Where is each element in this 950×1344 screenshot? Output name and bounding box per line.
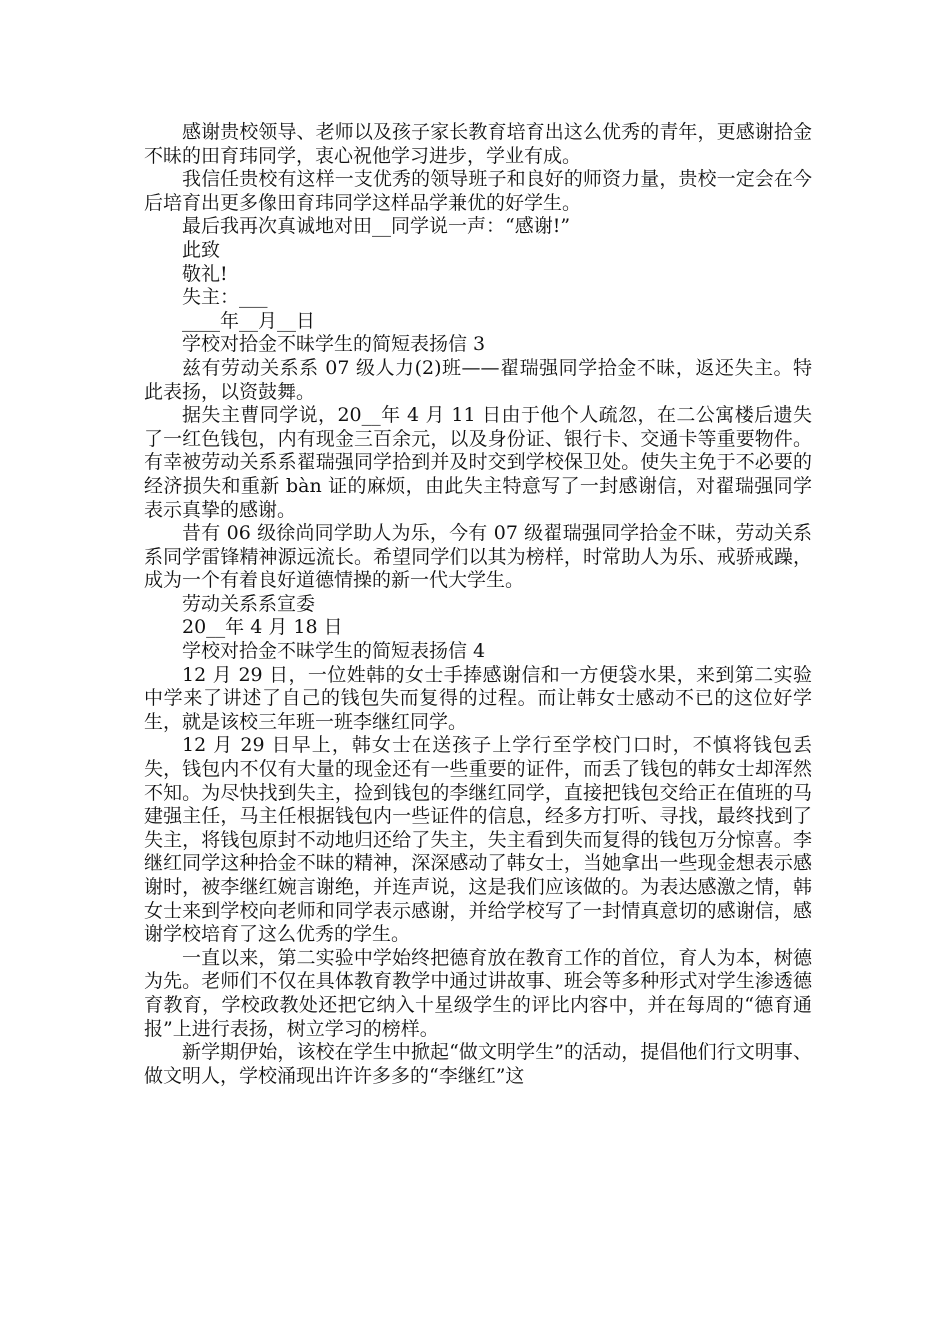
paragraph-trust-school: 我信任贵校有这样一支优秀的领导班子和良好的师资力量，贵校一定会在今后培育出更多像田育玮同学这样品学兼优的好学生。 bbox=[144, 168, 812, 214]
paragraph-final-thanks: 最后我再次真诚地对田__同学说一声：“感谢!” bbox=[182, 215, 571, 238]
signature-date-2: 20__年 4 月 18 日 bbox=[182, 616, 343, 639]
paragraph-moral-education: 一直以来，第二实验中学始终把德育放在教育工作的首位，育人为本，树德为先。老师们不仅在具体教育教学中通过讲故事、班会等多种形式对学生渗透德育教育，学校政教处还把它纳入十星级学生的评比内容中，并在每周的“德育通报”上进行表扬，树立学习的榜样。 bbox=[144, 946, 812, 1040]
paragraph-thanks-leaders: 感谢贵校领导、老师以及孩子家长教育培育出这么优秀的青年，更感谢拾金不昧的田育玮同学，衷心祝他学习进步，学业有成。 bbox=[144, 121, 812, 167]
paragraph-civilized-students: 新学期伊始，该校在学生中掀起“做文明学生”的活动，提倡他们行文明事、做文明人，学校涌现出许许多多的“李继红”这 bbox=[144, 1041, 812, 1087]
paragraph-wallet-story: 据失主曹同学说，20__年 4 月 11 日由于他个人疏忽，在二公寓楼后遗失了一红色钱包，内有现金三百余元，以及身份证、银行卡、交通卡等重要物件。有幸被劳动关系系翟瑞强同学拾到并及时交到学校保卫处。使失主免于不必要的经济损失和重新 bàn 证的麻烦，由此失主特意写了一封感谢信，对翟瑞强同学表示真挚的感谢。 bbox=[144, 404, 812, 521]
signature-owner: 失主：___ bbox=[182, 286, 268, 309]
paragraph-commendation-intro: 兹有劳动关系系 07 级人力(2)班——翟瑞强同学拾金不昧，返还失主。特此表扬，以资鼓舞。 bbox=[144, 356, 812, 403]
paragraph-lost-wallet: 12 月 29 日早上，韩女士在送孩子上学行至学校门口时，不慎将钱包丢失，钱包内不仅有大量的现金还有一些重要的证件，而丢了钱包的韩女士却浑然不知。为尽快找到失主，捡到钱包的李继红同学，直接把钱包交给正在值班的马建强主任，马主任根据钱包内一些证件的信息，经多方打听、寻找，最终找到了失主，将钱包原封不动地归还给了失主，失主看到失而复得的钱包万分惊喜。李继红同学这种拾金不昧的精神，深深感动了韩女士，当她拿出一些现金想表示感谢时，被李继红婉言谢绝，并连声说，这是我们应该做的。为表达感激之情，韩女士来到学校向老师和同学表示感谢，并给学校写了一封情真意切的感谢信，感谢学校培育了这么优秀的学生。 bbox=[144, 734, 812, 946]
closing-salutation: 此致 bbox=[182, 238, 221, 261]
section-heading-4: 学校对拾金不昧学生的简短表扬信 4 bbox=[182, 640, 486, 663]
closing-respect: 敬礼! bbox=[182, 262, 228, 285]
section-heading-3: 学校对拾金不昧学生的简短表扬信 3 bbox=[182, 333, 486, 356]
document-body bbox=[144, 121, 812, 1088]
signature-date: ____年__月__日 bbox=[182, 309, 316, 332]
paragraph-han-visit: 12 月 29 日，一位姓韩的女士手捧感谢信和一方便袋水果，来到第二实验中学来了讲述了自己的钱包失而复得的过程。而让韩女士感动不已的这位好学生，就是该校三年班一班李继红同学。 bbox=[144, 663, 812, 733]
signature-department: 劳动关系系宣委 bbox=[182, 592, 316, 615]
paragraph-tradition: 昔有 06 级徐尚同学助人为乐，今有 07 级翟瑞强同学拾金不昧，劳动关系系同学雷锋精神源远流长。希望同学们以其为榜样，时常助人为乐、戒骄戒躁，成为一个有着良好道德情操的新一代大学生。 bbox=[144, 522, 812, 592]
